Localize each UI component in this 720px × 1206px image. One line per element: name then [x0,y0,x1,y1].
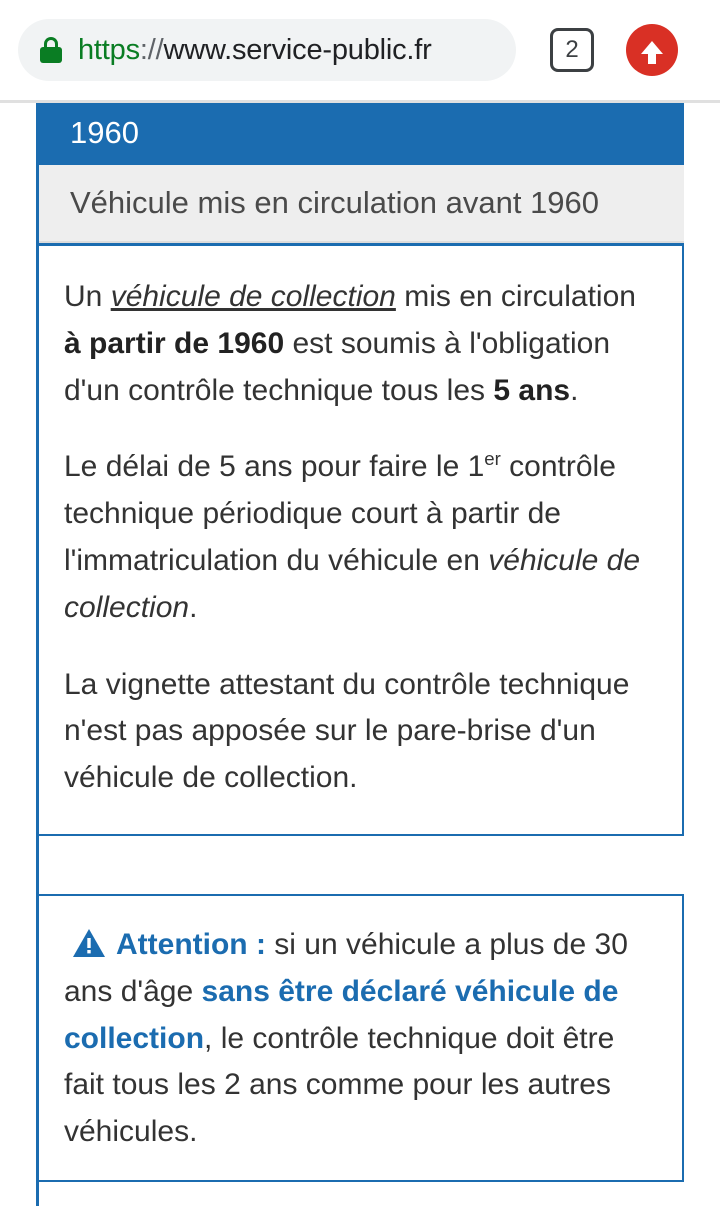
left-accent-rail [36,103,39,1206]
p2-text-c: . [189,590,198,624]
p1-text-d: . [570,373,579,407]
attention-notice [36,894,684,1182]
lock-icon [40,37,62,63]
notice-text-b: , le contrôle technique doit être fait tous les 2 ans comme pour les autres véhicules. [64,1021,615,1149]
p2-text-a: Le délai de 5 ans pour faire le 1 [64,450,485,484]
p1-text-c: est soumis à l'obligation d'un contrôle technique tous les [64,326,611,407]
tab-active-label: 1960 [70,115,139,150]
p1-bold-5ans: 5 ans [493,373,571,407]
content-panel [36,243,684,836]
p2-text-b: contrôle technique périodique court à partir de l'immatriculation du véhicule en [64,450,616,577]
paragraph-2 [64,444,656,631]
notice-text-a: si un véhicule a plus de 30 ans d'âge [64,927,628,1008]
address-bar-url [78,34,432,67]
tab-counter-button[interactable] [550,28,594,72]
tab-inactive-label: Véhicule mis en circulation avant 1960 [70,185,600,220]
url-host: www.service-public.fr [163,33,432,66]
p2-emphasis: véhicule de collection [64,543,641,624]
paragraph-3: La vignette attestant du contrôle technique n'est pas apposée sur le pare-brise d'un véhicule de collection. [64,667,630,795]
page-content [0,103,720,1206]
tab-counter-label: 2 [565,36,579,63]
p1-link-vehicule-collection[interactable]: véhicule de collection [110,280,396,313]
section-spacer [36,836,684,894]
tab-active-1960[interactable] [36,103,684,165]
notice-paragraph [64,922,656,1156]
url-separator: :// [139,33,164,66]
p1-text-b: mis en circulation [395,280,636,313]
p1-bold-1960: à partir de 1960 [64,326,285,360]
share-upload-icon[interactable] [626,24,678,76]
notice-title: Attention : [116,927,266,961]
warning-triangle-icon [72,928,106,958]
p1-text-a: Un [64,280,111,313]
address-bar[interactable] [18,19,516,81]
p2-superscript: er [484,448,501,470]
paragraph-1 [64,274,656,414]
tab-vehicule-avant-1960[interactable] [36,165,684,243]
url-scheme: https [78,33,140,66]
notice-strong: sans être déclaré véhicule de collection [64,974,619,1055]
browser-toolbar [0,0,720,100]
